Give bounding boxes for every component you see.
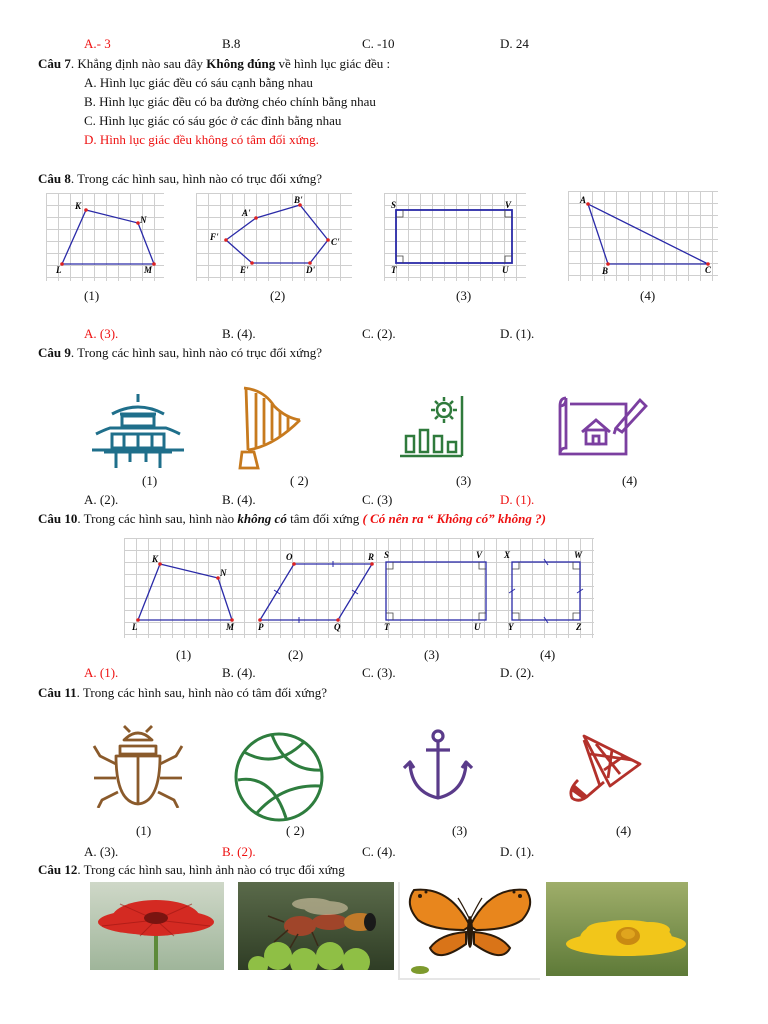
vertex-label: C' [331,237,340,247]
vertex-label: K [152,554,159,564]
vertex-label: M [144,265,153,275]
question-text: . Trong các hình sau, hình nào có trục đối xứng? [70,345,322,360]
q10-option-a: A. (1). [84,665,119,680]
yellow-flower-image [546,882,688,976]
prev-answer-a: A.- 3 [84,36,111,51]
q8-option-d: D. (1). [500,326,535,341]
q8-figure-3 [384,193,526,281]
vertex-label: C [705,265,712,275]
question-emphasis: Không đúng [206,56,276,71]
vertex-label: M [226,622,235,632]
q8-figure-2 [196,193,352,281]
question-number: Câu 10 [38,511,78,526]
question-emphasis: không có [237,511,287,526]
vertex-label: U [502,265,509,275]
vertex-label: B' [294,195,303,205]
vertex-label: X [504,550,511,560]
question-text: . Trong các hình sau, hình nào có tâm đối xứng? [76,685,328,700]
vertex-label: V [476,550,483,560]
q9-option-a: A. (2). [84,492,119,507]
vertex-label: Z [576,622,582,632]
prev-answer-d: D. 24 [500,36,529,51]
butterfly-image [400,882,540,978]
question-text-end: tâm đối xứng [286,511,363,526]
question-note: ( Có nên ra “ Không có” không ?) [362,511,546,526]
question-number: Câu 8 [38,171,71,186]
vertex-label: L [132,622,138,632]
vertex-label: F' [210,232,219,242]
q11-fig-label-4: (4) [616,823,632,838]
q11-option-c: C. (4). [362,844,396,859]
q10-option-b: B. (4). [222,665,256,680]
hexagon [196,193,352,281]
vertex-label: Y [508,622,514,632]
vertex-label: Q [334,622,341,632]
chart-virus-icon [400,394,466,458]
vertex-label: L [56,265,62,275]
question-text: . Trong các hình sau, hình nào có trục đối xứng? [70,171,322,186]
question-7 [38,56,390,72]
question-number: Câu 7 [38,56,71,71]
vertex-label: E' [240,265,249,275]
q9-option-b: B. (4). [222,492,256,507]
vertex-label: N [220,568,227,578]
q11-option-b: B. (2). [222,844,256,859]
vertex-label: W [574,550,583,560]
q10-option-c: C. (3). [362,665,396,680]
q9-option-c: C. (3) [362,492,393,507]
vertex-label: A' [242,208,251,218]
q7-option-b: B. Hình lục giác đều có ba đường chéo chính bằng nhau [84,94,376,109]
q9-fig-label-2: ( 2) [290,473,309,488]
vertex-label: P [258,622,264,632]
question-number: Câu 11 [38,685,77,700]
question-text: . Trong các hình sau, hình ảnh nào có trục đối xứng [77,862,345,877]
basketball-icon [232,730,326,824]
pagoda-icon [90,392,186,468]
question-8 [38,171,322,187]
q9-option-d: D. (1). [500,492,535,507]
question-text: . Trong các hình sau, hình nào [77,511,238,526]
vertex-label: O [286,552,293,562]
q10-fig-label-2: (2) [288,647,304,662]
vertex-label: T [384,622,390,632]
question-9 [38,345,322,361]
q10-fig-label-4: (4) [540,647,556,662]
photo-wasp [238,882,394,970]
vertex-label: T [391,265,397,275]
q10-figures [124,538,594,638]
q9-fig-label-3: (3) [456,473,472,488]
photo-red-flower [90,882,224,970]
q8-figure-1 [46,193,164,281]
vertex-label: A [580,195,587,205]
question-number: Câu 12 [38,862,78,877]
question-number: Câu 9 [38,345,71,360]
question-12 [38,862,345,878]
prev-answer-c: C. -10 [362,36,395,51]
q9-fig-label-4: (4) [622,473,638,488]
quadrilateral-klmn [46,193,164,281]
q7-option-a: A. Hình lục giác đều có sáu cạnh bằng nhau [84,75,313,90]
q10-option-d: D. (2). [500,665,535,680]
harp-icon [234,384,304,470]
question-text: . Khẳng định nào sau đây [70,56,207,71]
question-text-end: về hình lục giác đều : [275,56,391,71]
vertex-label: B [602,266,609,276]
prev-answer-b: B.8 [222,36,241,51]
quadrilateral-klmn [138,564,232,620]
red-flower-image [90,882,224,970]
question-10 [38,511,546,527]
house-blueprint-icon [556,392,648,458]
q7-option-d: D. Hình lục giác đều không có tâm đối xứng. [84,132,319,147]
vertex-label: V [505,200,512,210]
q10-fig-label-3: (3) [424,647,440,662]
q8-option-b: B. (4). [222,326,256,341]
photo-yellow-flower [546,882,688,976]
vertex-label: N [140,215,147,225]
q8-fig-label-3: (3) [456,288,472,303]
q11-fig-label-2: ( 2) [286,823,305,838]
vertex-label: K [75,201,82,211]
vertex-label: U [474,622,481,632]
rectangle-stuv [384,193,526,281]
triangle-abc [568,191,718,281]
q8-option-c: C. (2). [362,326,396,341]
q11-option-a: A. (3). [84,844,119,859]
vertex-label: D' [306,265,315,275]
q8-fig-label-2: (2) [270,288,286,303]
q11-fig-label-3: (3) [452,823,468,838]
wasp-image [238,882,394,970]
q9-fig-label-1: (1) [142,473,158,488]
q10-fig-label-1: (1) [176,647,192,662]
photo-butterfly [398,882,540,980]
vertex-label: R [368,552,375,562]
q7-option-c: C. Hình lục giác có sáu góc ở các đỉnh bằng nhau [84,113,342,128]
q8-fig-label-1: (1) [84,288,100,303]
q11-fig-label-1: (1) [136,823,152,838]
shuttlecock-icon [560,730,646,804]
rectangle-stuv [386,562,486,620]
q8-figure-4 [568,191,718,281]
bug-icon [90,724,186,808]
vertex-label: S [384,550,390,560]
q8-option-a: A. (3). [84,326,119,341]
anchor-icon [398,728,478,804]
vertex-label: S [391,200,397,210]
q10-shapes [124,538,594,638]
q8-fig-label-4: (4) [640,288,656,303]
square-xwzy [512,562,580,620]
q11-option-d: D. (1). [500,844,535,859]
question-11 [38,685,327,701]
